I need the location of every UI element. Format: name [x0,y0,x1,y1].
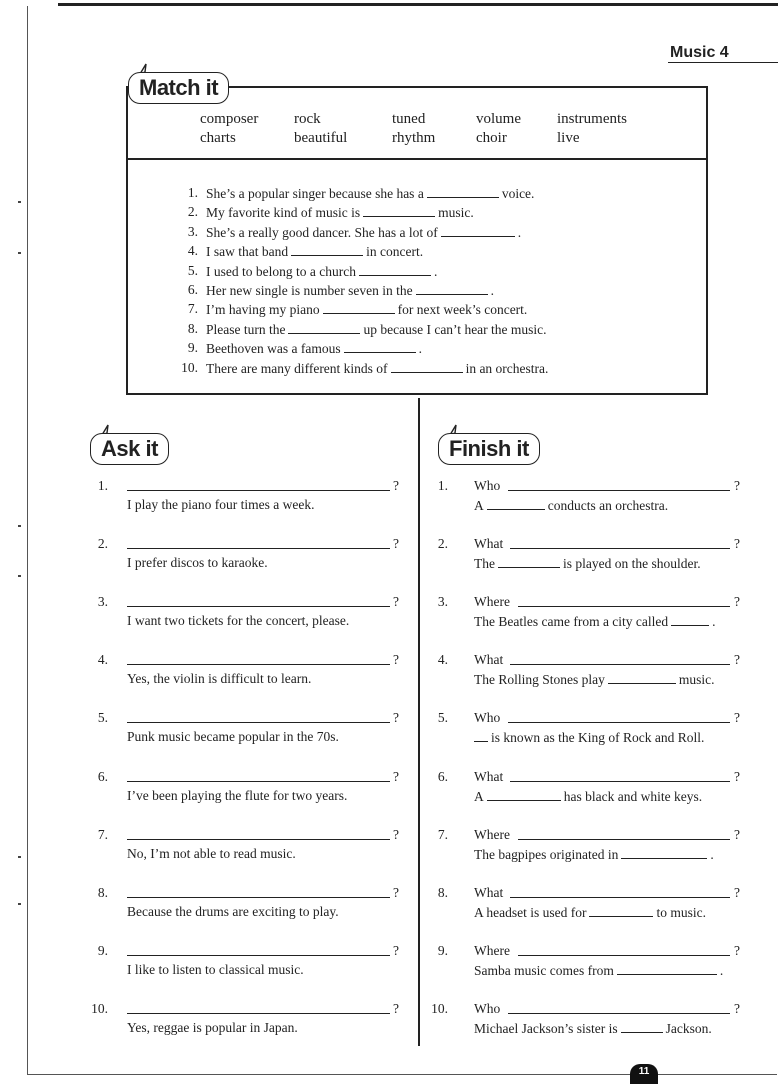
item-number: 8. [187,320,198,336]
sentence-end: conducts an orchestra. [547,498,669,513]
question-word: What [474,536,504,552]
match-sentence [187,301,528,318]
item-number: 6. [187,282,198,297]
match-sentence [187,223,522,241]
answer-text: I’ve been playing the flute for two years. [127,787,348,803]
sentence-end: voice. [501,186,535,201]
question-write-line[interactable] [510,897,730,898]
sentence-end: music. [438,205,474,221]
question-word: Who [474,1000,501,1016]
sentence-start: Samba music comes from [474,962,614,978]
unit-title: Music 4 [670,44,729,61]
item-number: 2. [97,536,108,552]
word-bank-word: beautiful [294,130,348,146]
word-bank-word: instruments [557,111,627,127]
answer-blank[interactable] [323,301,395,314]
question-write-line[interactable] [127,897,390,898]
answer-blank[interactable] [391,360,463,373]
answer-blank[interactable] [359,263,431,276]
item-number: 7. [437,826,448,842]
sentence-end: has black and white keys. [563,788,703,804]
answer-blank[interactable] [617,962,717,975]
answer-text: Punk music became popular in the 70s. [127,729,339,745]
answer-blank[interactable] [416,282,488,295]
question-mark: ? [734,942,740,958]
item-number: 4. [97,652,108,668]
item-number: 2. [187,204,198,220]
item-number: 8. [437,884,448,900]
answer-blank[interactable] [487,788,561,801]
question-write-line[interactable] [508,490,730,491]
question-mark: ? [393,536,399,552]
item-number: 7. [97,826,108,842]
item-number: 10. [431,1000,448,1016]
question-mark: ? [393,768,399,784]
item-number: 3. [187,223,198,239]
question-write-line[interactable] [518,606,730,607]
question-write-line[interactable] [127,722,390,723]
question-mark: ? [734,594,740,610]
question-mark: ? [393,710,399,726]
question-mark: ? [734,710,740,726]
word-bank-word: tuned [392,111,426,127]
question-mark: ? [734,884,740,900]
column-divider [418,398,420,1046]
question-word: What [474,768,504,784]
sentence-end: in concert. [366,244,424,260]
match-sentence [187,282,494,299]
sentence-end: is played on the shoulder. [563,556,701,572]
answer-blank[interactable] [291,243,363,256]
sentence-start: A [474,498,484,513]
question-write-line[interactable] [510,664,730,665]
question-word: What [474,884,504,900]
question-mark: ? [734,768,740,784]
match-it-title: Match it [128,72,229,104]
item-number: 4. [187,243,198,259]
question-write-line[interactable] [127,1013,390,1014]
item-number: 9. [97,942,108,958]
answer-sentence [474,788,702,805]
sentence-end: . [490,283,494,298]
question-word: What [474,652,504,668]
question-mark: ? [734,826,740,842]
margin-mark [18,201,21,203]
item-number: 1. [97,478,108,493]
match-sentence [187,320,547,338]
answer-blank[interactable] [621,846,707,859]
sentence-end: Jackson. [665,1020,712,1036]
answer-blank[interactable] [608,671,676,684]
item-number: 6. [97,768,108,784]
sentence-end: to music. [656,904,706,920]
answer-blank[interactable] [589,904,653,917]
margin-mark [18,856,21,858]
sentence-end: . [517,224,522,240]
word-bank-word: charts [200,130,236,146]
answer-text: Yes, the violin is difficult to learn. [127,671,312,687]
question-mark: ? [734,652,740,668]
sentence-end: music. [678,672,715,688]
answer-text: Because the drums are exciting to play. [127,903,339,919]
sentence-start: The Beatles came from a city called [474,614,669,630]
answer-sentence [474,1020,712,1037]
question-mark: ? [393,652,399,668]
sentence-end: for next week’s concert. [397,302,528,318]
item-number: 9. [437,942,448,958]
question-word: Who [474,710,501,726]
answer-blank[interactable] [344,340,416,353]
margin-mark [18,525,21,527]
question-mark: ? [393,942,399,958]
answer-sentence [474,555,701,572]
answer-blank[interactable] [288,321,360,334]
question-write-line[interactable] [518,839,730,840]
question-mark: ? [734,478,740,493]
sentence-end: . [418,341,422,357]
sentence-start: I saw that band [206,244,289,260]
match-sentence [187,185,535,202]
match-sentence [187,262,438,280]
word-bank-divider [126,158,708,160]
item-number: 10. [181,359,198,375]
sentence-start: A headset is used for [474,904,587,920]
sentence-start: The [474,556,495,572]
question-mark: ? [393,884,399,900]
answer-sentence [474,846,714,863]
question-write-line[interactable] [508,722,730,723]
margin-mark [18,903,21,905]
match-sentence [187,243,424,260]
item-number: 5. [97,710,108,726]
question-word: Where [474,826,510,842]
sentence-end: in an orchestra. [465,360,549,376]
question-mark: ? [393,826,399,842]
sentence-start: Her new single is number seven in the [206,283,413,298]
item-number: 5. [187,262,198,278]
answer-sentence [474,497,668,514]
finish-it-title: Finish it [438,433,540,465]
word-bank-word: choir [476,130,507,146]
question-write-line[interactable] [127,490,390,491]
margin-mark [18,252,21,254]
answer-sentence [474,671,715,688]
question-write-line[interactable] [127,606,390,607]
answer-blank[interactable] [498,555,560,568]
sentence-end: is known as the King of Rock and Roll. [491,730,705,746]
margin-mark [18,575,21,577]
sentence-end: . [433,263,438,279]
sentence-start: She’s a popular singer because she has a [206,186,424,201]
question-mark: ? [393,478,399,493]
answer-sentence [474,904,706,921]
item-number: 1. [187,185,198,200]
answer-blank[interactable] [487,497,545,510]
item-number: 9. [187,340,198,356]
sentence-end: . [719,962,724,978]
item-number: 10. [91,1000,108,1016]
question-write-line[interactable] [510,781,730,782]
answer-blank[interactable] [671,613,709,626]
word-bank-word: rock [294,111,321,127]
question-word: Who [474,478,501,493]
sentence-end: . [710,846,714,862]
sentence-start: The Rolling Stones play [474,672,605,688]
item-number: 6. [437,768,448,784]
sentence-start: Beethoven was a famous [206,341,341,357]
answer-sentence [474,613,716,630]
question-write-line[interactable] [508,1013,730,1014]
question-write-line[interactable] [518,955,730,956]
item-number: 3. [97,594,108,610]
answer-blank[interactable] [474,729,488,742]
sentence-start: My favorite kind of music is [206,205,361,221]
question-mark: ? [393,594,399,610]
item-number: 5. [437,710,448,726]
item-number: 8. [97,884,108,900]
sentence-end: up because I can’t hear the music. [363,321,547,337]
page-number: 11 [630,1064,658,1084]
question-write-line[interactable] [127,781,390,782]
answer-text: I like to listen to classical music. [127,961,304,977]
question-write-line[interactable] [127,664,390,665]
answer-blank[interactable] [427,185,499,198]
answer-blank[interactable] [621,1020,663,1033]
answer-sentence [474,962,723,979]
item-number: 2. [437,536,448,552]
answer-text: Yes, reggae is popular in Japan. [127,1019,298,1035]
answer-sentence [474,729,704,746]
word-bank-word: composer [200,111,259,127]
question-mark: ? [734,536,740,552]
sentence-start: A [474,788,484,804]
question-mark: ? [734,1000,740,1016]
item-number: 4. [437,652,448,668]
unit-title-rule [668,62,778,63]
answer-text: I play the piano four times a week. [127,497,315,512]
sentence-start: There are many different kinds of [206,360,388,376]
sentence-start: I’m having my piano [206,302,320,318]
word-bank-word: rhythm [392,130,436,146]
question-word: Where [474,594,510,610]
sentence-end: . [712,614,716,630]
question-write-line[interactable] [127,955,390,956]
question-word: Where [474,942,510,958]
sentence-start: I used to belong to a church [206,263,356,279]
match-sentence [181,359,549,377]
word-bank-word: live [557,130,580,146]
word-bank-word: volume [476,111,521,127]
sentence-start: The bagpipes originated in [474,846,619,862]
item-number: 7. [187,301,198,317]
question-write-line[interactable] [127,839,390,840]
answer-blank[interactable] [441,224,515,237]
sentence-start: She’s a really good dancer. She has a lot of [206,224,438,240]
question-mark: ? [393,1000,399,1016]
answer-text: No, I’m not able to read music. [127,845,296,861]
ask-it-title: Ask it [90,433,169,465]
sentence-start: Michael Jackson’s sister is [474,1020,618,1036]
question-write-line[interactable] [510,548,730,549]
answer-text: I prefer discos to karaoke. [127,555,268,571]
answer-blank[interactable] [363,204,435,217]
sentence-start: Please turn the [206,321,286,337]
match-sentence [187,204,474,221]
question-write-line[interactable] [127,548,390,549]
match-sentence [187,340,422,357]
item-number: 3. [437,594,448,610]
item-number: 1. [437,478,448,493]
answer-text: I want two tickets for the concert, please. [127,613,350,629]
